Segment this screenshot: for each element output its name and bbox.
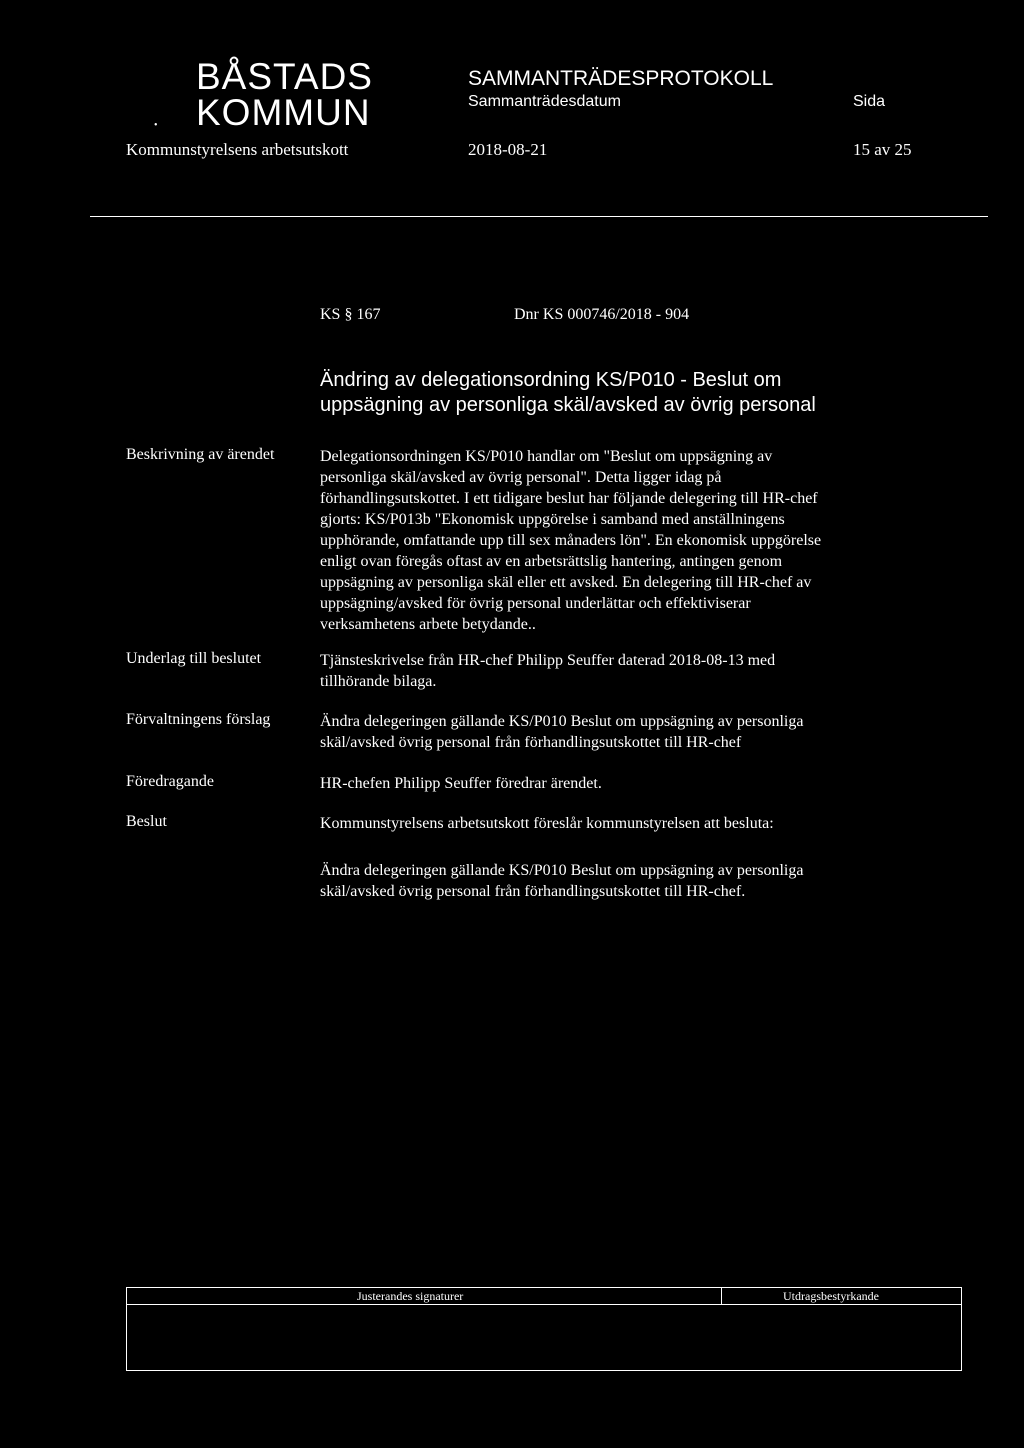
meeting-date-label: Sammanträdesdatum [468,93,621,110]
meeting-date: 2018-08-21 [468,140,548,159]
proposal-text [320,711,960,753]
presenter-label: Föredragande [126,773,214,790]
text-line: Ändra delegeringen gällande KS/P010 Beslut om uppsägning av personliga [320,713,804,730]
document-type: SAMMANTRÄDESPROTOKOLL [468,67,774,90]
text-line: enligt ovan föregås oftast av en arbetsrättslig hantering, antingen genom [320,553,783,570]
decision-label: Beslut [126,813,167,830]
text-line: skäl/avsked övrig personal från förhandlingsutskottet till HR-chef [320,734,742,751]
organ-name: Kommunstyrelsens arbetsutskott [126,140,349,159]
case-title-line: uppsägning av personliga skäl/avsked av övrig personal [320,394,816,416]
case-title-line: Ändring av delegationsordning KS/P010 - Beslut om [320,369,782,391]
text-line: personliga skäl/avsked av övrig personal". Detta ligger idag på [320,469,722,486]
page-number: 15 av 25 [853,140,912,159]
basis-label: Underlag till beslutet [126,650,262,667]
text-line: Kommunstyrelsens arbetsutskott föreslår kommunstyrelsen att besluta: [320,815,774,832]
logo-line-1: BÅSTADS [196,56,373,97]
decision-text [320,860,960,902]
header-divider [90,216,988,217]
text-line: Tjänsteskrivelse från HR-chef Philipp Seuffer daterad 2018-08-13 med [320,652,776,669]
presenter-text [320,773,960,794]
logo-line-2: KOMMUN [196,92,371,133]
paragraph-number: KS § 167 [320,306,381,323]
text-line: upphörande, omfattande upp till sex månaders lön". En ekonomisk uppgörelse [320,532,822,549]
signatures-label: Justerandes signaturer [357,1289,464,1303]
basis-text [320,650,960,692]
case-title [320,368,940,418]
description-label: Beskrivning av ärendet [126,446,275,463]
text-line: Delegationsordningen KS/P010 handlar om "Beslut om uppsägning av [320,448,773,465]
diarienummer: Dnr KS 000746/2018 - 904 [514,306,690,323]
extract-label: Utdragsbestyrkande [783,1289,879,1303]
text-line: Ändra delegeringen gällande KS/P010 Beslut om uppsägning av personliga [320,862,804,879]
signature-box-rule [127,1304,961,1305]
proposal-label: Förvaltningens förslag [126,711,271,728]
text-line: skäl/avsked övrig personal från förhandlingsutskottet till HR-chef. [320,883,746,900]
description-text [320,446,960,635]
text-line: verksamhetens arbete betydande.. [320,616,536,633]
text-line: gjorts: KS/P013b "Ekonomisk uppgörelse i samband med anställningens [320,511,785,528]
text-line: förhandlingsutskottet. I ett tidigare beslut har följande delegering till HR-chef [320,490,818,507]
text-line: uppsägning av personliga skäl eller ett avsked. En delegering till HR-chef av [320,574,812,591]
decision-intro [320,813,960,834]
signature-box [126,1287,962,1371]
page-label: Sida [853,93,886,110]
logo-mark: • [154,120,158,131]
text-line: HR-chefen Philipp Seuffer föredrar ärendet. [320,775,602,792]
text-line: uppsägning/avsked för övrig personal underlättar och effektiviserar [320,595,751,612]
text-line: tillhörande bilaga. [320,673,437,690]
signature-box-divider [721,1288,722,1304]
